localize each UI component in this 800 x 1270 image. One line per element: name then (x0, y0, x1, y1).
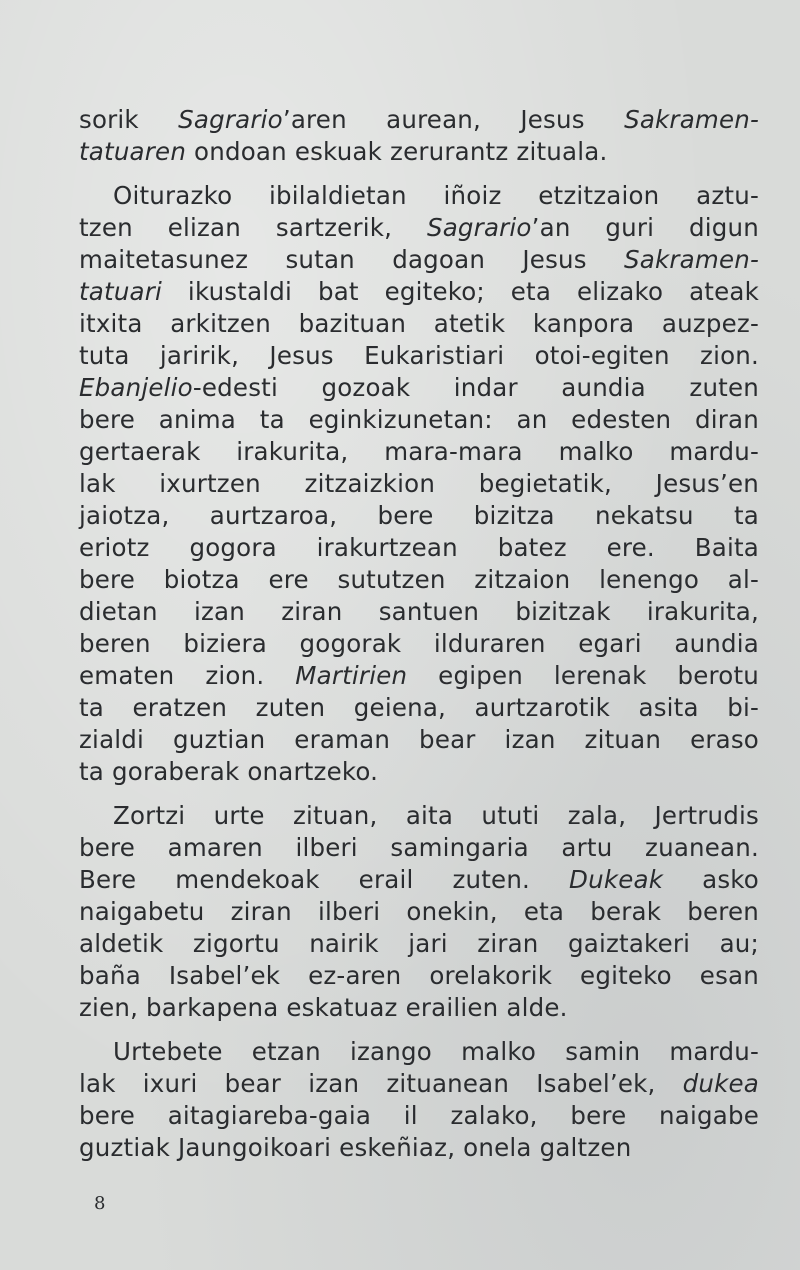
paragraph-gap (79, 788, 759, 800)
text-line (79, 532, 759, 564)
text-run: ’aren aurean, Jesus (282, 105, 625, 134)
text-line (79, 864, 759, 896)
paragraph (79, 800, 759, 1024)
text-line (79, 436, 759, 468)
page-number: 8 (94, 1193, 106, 1214)
text-line (79, 1100, 759, 1132)
text-line (79, 992, 759, 1024)
italic-term: Sagrario (426, 213, 532, 242)
text-run: zien, barkapena eskatuaz erailien alde. (79, 993, 568, 1022)
text-run: bere biotza ere sututzen zitzaion lenengo al- (79, 565, 759, 594)
text-run: gertaerak irakurita, mara-mara malko mardu- (79, 437, 759, 466)
text-line (79, 1068, 759, 1100)
text-run: maitetasunez sutan dagoan Jesus (79, 245, 625, 274)
text-line (79, 692, 759, 724)
text-line (79, 800, 759, 832)
text-line (79, 660, 759, 692)
text-line (79, 404, 759, 436)
paragraph (79, 104, 759, 168)
text-line (79, 244, 759, 276)
italic-term: Dukeak (569, 865, 664, 894)
text-run: ondoan eskuak zerurantz zituala. (186, 137, 608, 166)
italic-term: Martirien (295, 661, 408, 690)
italic-term: tatuari (79, 277, 163, 306)
text-line (79, 596, 759, 628)
text-run: naigabetu ziran ilberi onekin, eta berak beren (79, 897, 759, 926)
text-line (79, 104, 759, 136)
paragraph-gap (79, 1024, 759, 1036)
italic-term: dukea (682, 1069, 759, 1098)
text-run: -edesti gozoak indar aundia zuten (192, 373, 759, 402)
text-run: tuta jaririk, Jesus Eukaristiari otoi-egiten zion. (79, 341, 759, 370)
text-run: bere amaren ilberi samingaria artu zuanean. (79, 833, 759, 862)
text-run: bere anima ta eginkizunetan: an edesten diran (79, 405, 759, 434)
text-run: asko (663, 865, 759, 894)
text-line (79, 180, 759, 212)
text-line (79, 628, 759, 660)
text-line (79, 500, 759, 532)
text-run: egipen lerenak berotu (407, 661, 759, 690)
text-line (79, 960, 759, 992)
text-run: Oiturazko ibilaldietan iñoiz etzitzaion aztu- (113, 181, 759, 210)
italic-term: Sakramen- (624, 245, 759, 274)
text-run: dietan izan ziran santuen bizitzak irakurita, (79, 597, 759, 626)
text-line (79, 896, 759, 928)
text-run: bere aitagiareba-gaia il zalako, bere naigabe (79, 1101, 759, 1130)
text-run: ’an guri digun (531, 213, 759, 242)
text-run: aldetik zigortu nairik jari ziran gaiztakeri au; (79, 929, 759, 958)
text-run: beren biziera gogorak ilduraren egari aundia (79, 629, 759, 658)
body-text (79, 104, 759, 1164)
text-line (79, 372, 759, 404)
text-line (79, 1132, 759, 1164)
text-run: Urtebete etzan izango malko samin mardu- (113, 1037, 759, 1066)
text-line (79, 136, 759, 168)
text-line (79, 756, 759, 788)
italic-term: Sakramen- (624, 105, 760, 134)
italic-term: Ebanjelio (79, 373, 193, 402)
text-run: Bere mendekoak erail zuten. (79, 865, 570, 894)
text-line (79, 276, 759, 308)
text-line (79, 212, 759, 244)
text-run: jaiotza, aurtzaroa, bere bizitza nekatsu ta (79, 501, 759, 530)
paragraph-gap (79, 168, 759, 180)
text-line (79, 564, 759, 596)
text-line (79, 928, 759, 960)
text-run: itxita arkitzen bazituan atetik kanpora auzpez- (79, 309, 759, 338)
text-run: sorik (79, 105, 179, 134)
text-run: ta eratzen zuten geiena, aurtzarotik asita bi- (79, 693, 759, 722)
text-run: ta goraberak onartzeko. (79, 757, 379, 786)
text-line (79, 1036, 759, 1068)
text-run: Zortzi urte zituan, aita ututi zala, Jertrudis (113, 801, 759, 830)
text-line (79, 308, 759, 340)
text-run: zialdi guztian eraman bear izan zituan eraso (79, 725, 759, 754)
text-run: lak ixurtzen zitzaizkion begietatik, Jesus’en (79, 469, 759, 498)
paragraph (79, 1036, 759, 1164)
italic-term: Sagrario (178, 105, 283, 134)
text-run: eriotz gogora irakurtzean batez ere. Baita (79, 533, 759, 562)
text-run: ematen zion. (79, 661, 296, 690)
text-run: tzen elizan sartzerik, (79, 213, 427, 242)
text-line (79, 340, 759, 372)
italic-term: tatuaren (79, 137, 187, 166)
text-line (79, 724, 759, 756)
text-run: baña Isabel’ek ez-aren orelakorik egiteko esan (79, 961, 759, 990)
text-line (79, 468, 759, 500)
text-run: ikustaldi bat egiteko; eta elizako ateak (162, 277, 759, 306)
text-run: lak ixuri bear izan zituanean Isabel’ek, (79, 1069, 683, 1098)
text-line (79, 832, 759, 864)
paragraph (79, 180, 759, 788)
text-run: guztiak Jaungoikoari eskeñiaz, onela galtzen (79, 1133, 632, 1162)
